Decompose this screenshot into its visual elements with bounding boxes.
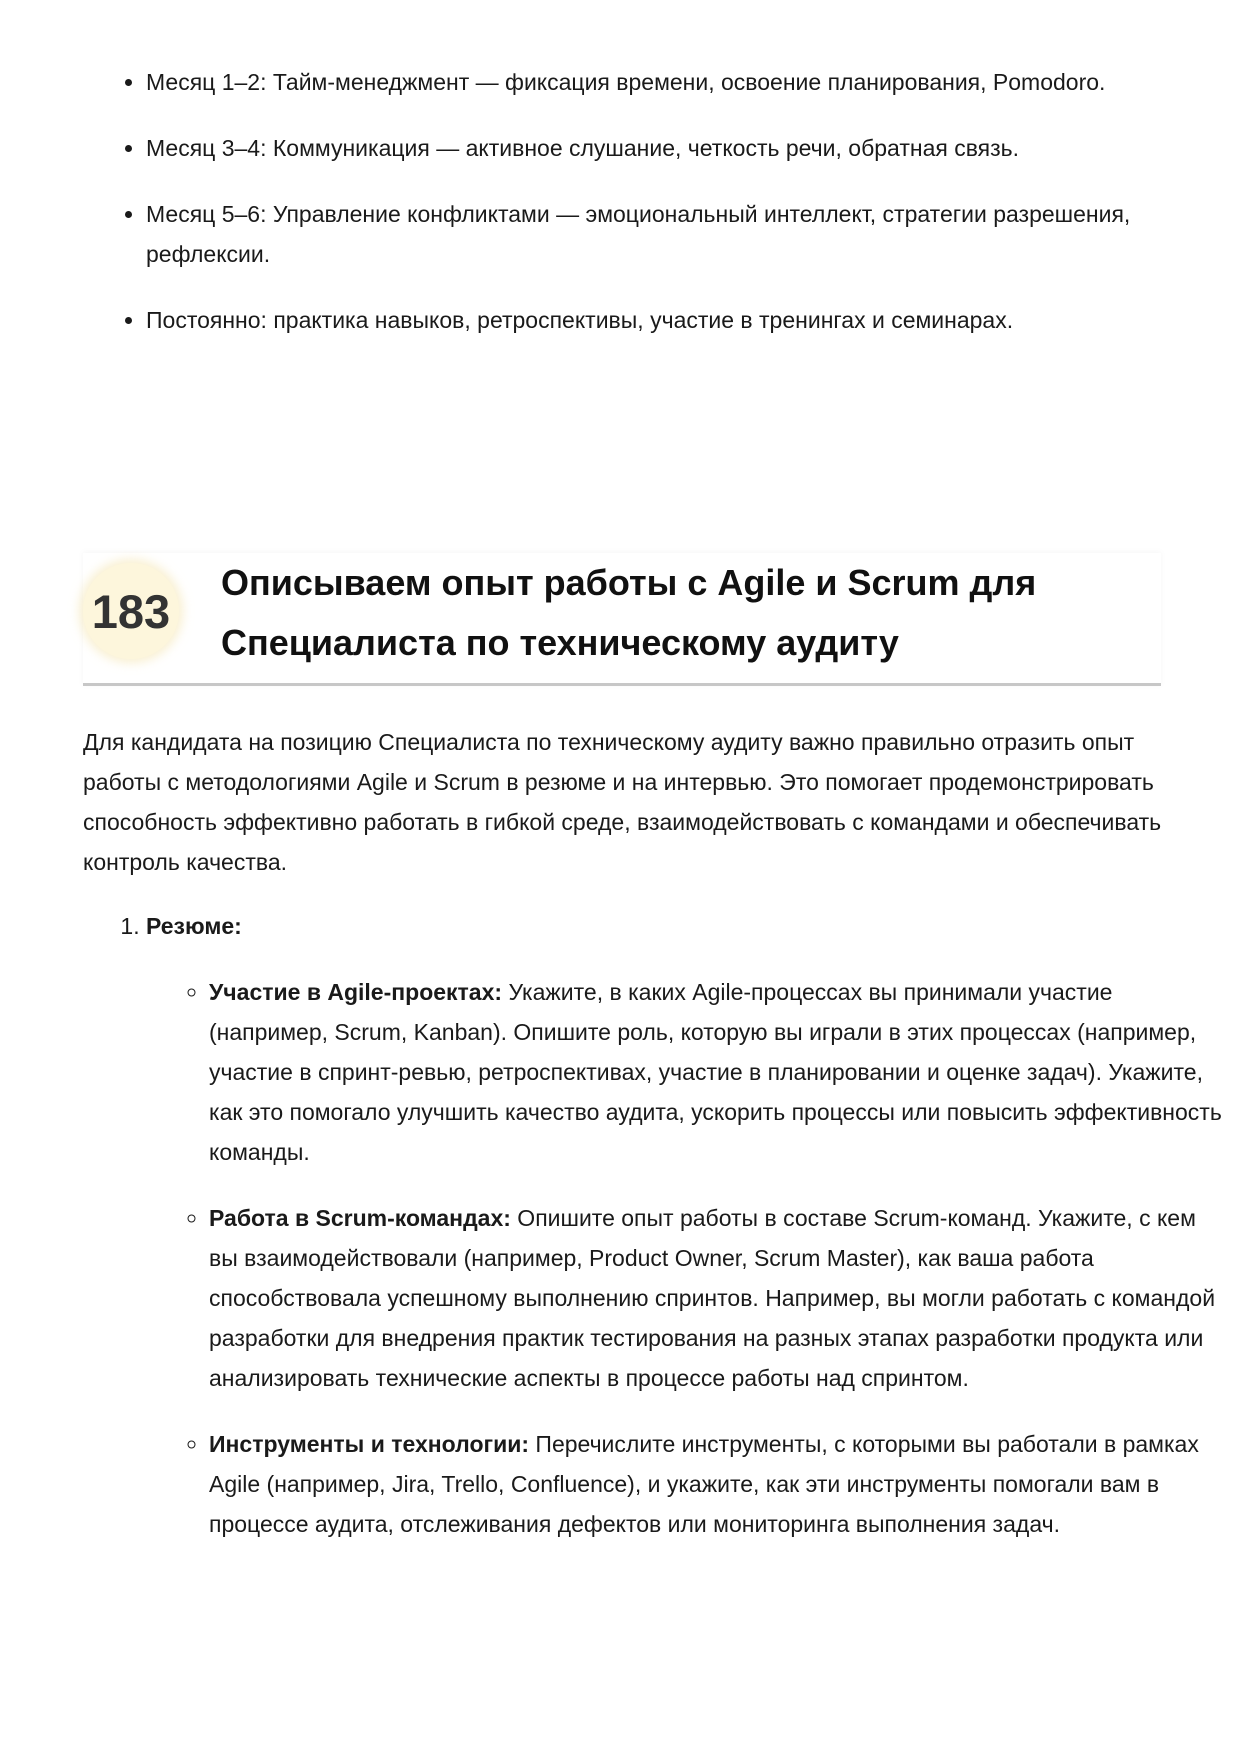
sub-item-label: Участие в Agile-проектах: bbox=[209, 979, 503, 1005]
list-item: • Месяц 5–6: Управление конфликтами — эмоциональный интеллект, стратегии разрешения, рефлексии. bbox=[146, 194, 1226, 274]
section-title: Описываем опыт работы с Agile и Scrum для Специалиста по техническому аудиту bbox=[221, 562, 1037, 663]
list-item: • Постоянно: практика навыков, ретроспективы, участие в тренингах и семинарах. bbox=[146, 300, 1226, 340]
sub-list-item bbox=[209, 972, 1231, 1172]
sub-item-label: Работа в Scrum-командах: bbox=[209, 1205, 511, 1231]
plan-list bbox=[83, 62, 1226, 366]
intro-paragraph: Для кандидата на позицию Специалиста по техническому аудиту важно правильно отразить опыт работы с методологиями Agile и Scrum в резюме и на интервью. Это помогает продемонстрировать способность эффективно работать в гибкой среде, взаимодействовать с командами и обеспечивать контроль качества. bbox=[83, 729, 1162, 875]
sub-list-item bbox=[209, 1424, 1231, 1544]
section-header bbox=[83, 553, 1161, 686]
section-number-badge: 183 bbox=[83, 563, 179, 659]
sub-item-text: Опишите опыт работы в составе Scrum-команд. Укажите, с кем вы взаимодействовали (например, Product Owner, Scrum Master), как ваша работа способствовала успешному выполнению спринтов. Например, вы могли работать с командой разработки для внедрения практик тестирования на разных этапах разработки продукта или анализировать технические аспекты в процессе работы над спринтом. bbox=[209, 1205, 1216, 1391]
list-item: • Месяц 3–4: Коммуникация — активное слушание, четкость речи, обратная связь. bbox=[146, 128, 1226, 168]
numbered-list bbox=[83, 906, 1231, 1570]
sub-item-text: Перечислите инструменты, с которыми вы работали в рамках Agile (например, Jira, Trello, Confluence), и укажите, как эти инструменты помогали вам в процессе аудита, отслеживания дефектов или мониторинга выполнения задач. bbox=[209, 1431, 1199, 1537]
sub-item-text: Укажите, в каких Agile-процессах вы принимали участие (например, Scrum, Kanban). Опишите роль, которую вы играли в этих процессах (например, участие в спринт-ревью, ретроспективах, участие в планировании и оценке задач). Укажите, как это помогало улучшить качество аудита, ускорить процессы или повысить эффективность команды. bbox=[209, 979, 1222, 1165]
resume-label: Резюме: bbox=[146, 913, 242, 939]
sub-list-item bbox=[209, 1198, 1231, 1398]
list-item: • Месяц 1–2: Тайм-менеджмент — фиксация времени, освоение планирования, Pomodoro. bbox=[146, 62, 1226, 102]
numbered-list-item bbox=[146, 906, 1231, 1544]
sub-item-label: Инструменты и технологии: bbox=[209, 1431, 530, 1457]
sub-list bbox=[146, 972, 1231, 1544]
